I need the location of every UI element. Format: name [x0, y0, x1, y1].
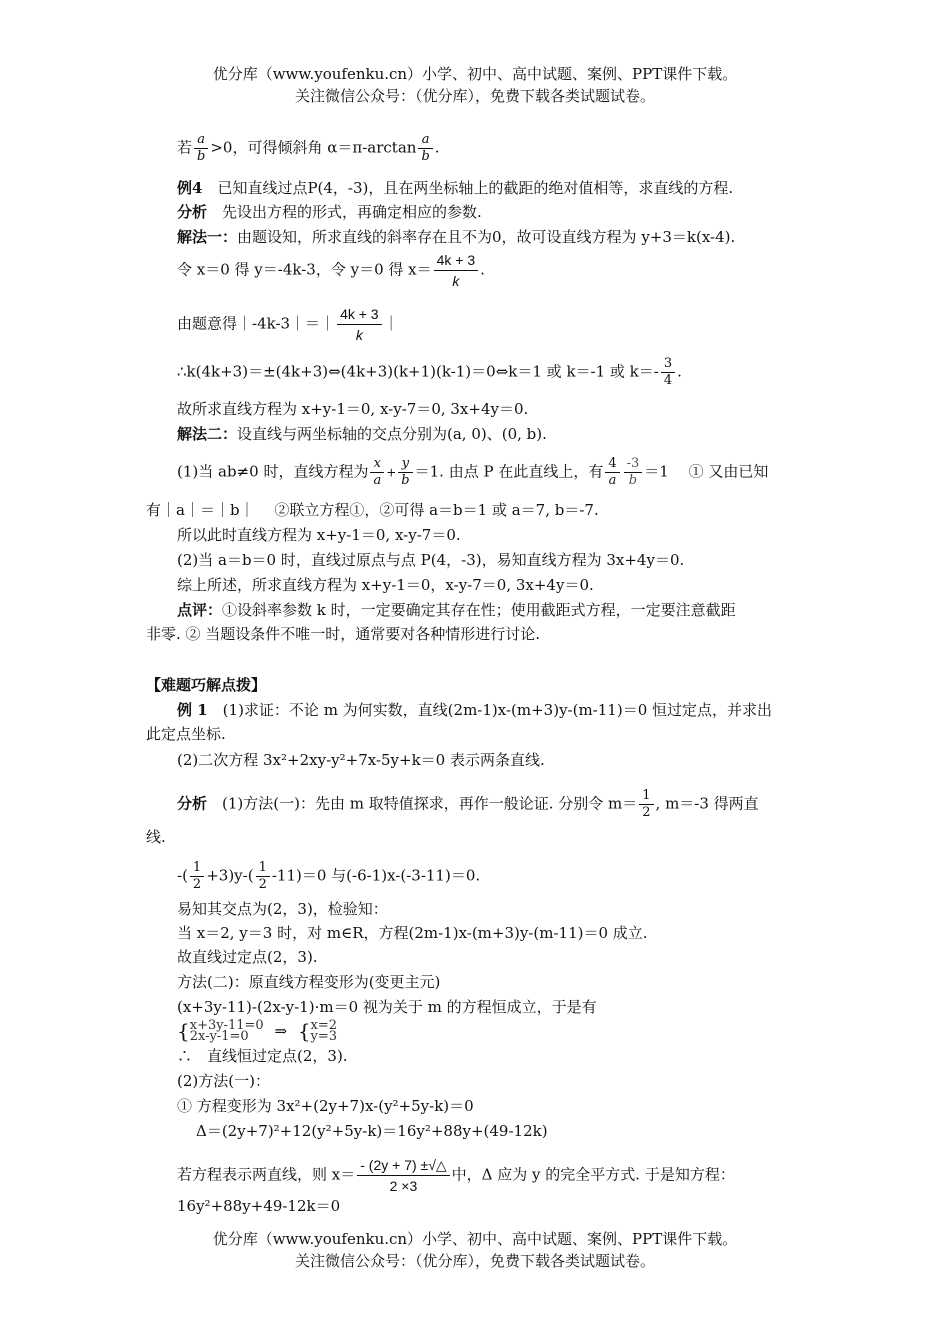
solution-2-summary: 综上所述，所求直线方程为 x+y-1＝0，x-y-7＝0, 3x+4y＝0. [177, 576, 594, 594]
solution-2-step-1: (1)当 ab≠0 时，直线方程为 $\frac{x}{a}$ + $\frac{y}{b}$ ＝1. 由点 P 在此直线上，有 $\frac{4}{a}$ $\frac{-3}{b}$ ＝1 ① 又由已知 [177, 456, 769, 488]
page-footer [0, 1228, 950, 1272]
substituted-equations: -( $\frac{1}{2}$ +3)y-( $\frac{1}{2}$ -11)＝0 与(-6-1)x-(-3-11)＝0. [177, 860, 481, 892]
example-1-statement: 例 1 (1)求证：不论 m 为何实数，直线(2m-1)x-(m+3)y-(m-11)＝0 恒过定点，并求出 [177, 701, 773, 719]
analysis-line: 分析 (1)方法(一)：先由 m 取特值探求，再作一般论证. 分别令 m＝ $\frac{1}{2}$ , m＝-3 得两直 [177, 788, 759, 820]
angle-line: 若 $\frac{a}{b}$ >0，可得倾斜角 α＝π-arctan $\frac{a}{b}$ . [177, 132, 440, 164]
footer-line-2: 关注微信公众号：（优分库），免费下载各类试题试卷。 [294, 1252, 655, 1270]
final-equation: 16y²+88y+49-12k＝0 [177, 1197, 341, 1215]
footer-line-1: 优分库（www.youfenku.cn）小学、初中、高中试题、案例、PPT课件下载。 [212, 1230, 738, 1248]
root-formula-line: 若方程表示两直线，则 x＝ $\frac{- (2y + 7) \pm√\triangle}{2 \times 3}$ 中，Δ 应为 y 的完全平方式. 于是知方程： [177, 1157, 735, 1194]
analysis-line-cont: 线. [146, 828, 166, 846]
example-4-statement: 例4 已知直线过点P(4，-3)，且在两坐标轴上的截距的绝对值相等，求直线的方程. [177, 179, 734, 197]
method-1-line-2: 当 x＝2, y＝3 时，对 m∈R，方程(2m-1)x-(m+3)y-(m-11)＝0 成立. [177, 924, 648, 942]
method-2-line-1: 方法(二)：原直线方程变形为(变更主元) [177, 973, 441, 991]
header-line-2: 关注微信公众号：（优分库），免费下载各类试题试卷。 [294, 87, 655, 105]
method-1-line-1: 易知其交点为(2，3)，检验知： [177, 900, 388, 918]
solution-1-step-b: 由题意得｜-4k-3｜＝｜ $\frac{4k + 3}{k}$ ｜ [177, 306, 399, 343]
solution-2-step-1-result: 所以此时直线方程为 x+y-1＝0, x-y-7＝0. [177, 526, 461, 544]
page-header [0, 63, 950, 107]
method-1-line-3: 故直线过定点(2，3). [177, 948, 318, 966]
comment-line-1: 点评：①设斜率参数 k 时，一定要确定其存在性；使用截距式方程，一定要注意截距 [177, 601, 736, 619]
example-4-analysis: 分析 先设出方程的形式，再确定相应的参数. [177, 203, 482, 221]
header-line-1: 优分库（www.youfenku.cn）小学、初中、高中试题、案例、PPT课件下载。 [212, 65, 738, 83]
part-2-method-1: (2)方法(一)： [177, 1072, 270, 1090]
method-2-conclusion: ∴ 直线恒过定点(2，3). [177, 1047, 348, 1065]
solution-2-step-1-cont: 有｜a｜＝｜b｜ ②联立方程①，②可得 a＝b＝1 或 a＝7, b＝-7. [146, 501, 599, 519]
part-2-step-1: ① 方程变形为 3x²+(2y+7)x-(y²+5y-k)＝0 [177, 1097, 474, 1115]
solution-2-step-2: (2)当 a＝b＝0 时，直线过原点与点 P(4，-3)，易知直线方程为 3x+4y＝0. [177, 551, 685, 569]
discriminant-line: Δ＝(2y+7)²+12(y²+5y-k)＝16y²+88y+(49-12k) [196, 1122, 548, 1140]
solution-1-step-c: ∴k(4k+3)＝±(4k+3)⇔(4k+3)(k+1)(k-1)＝0⇔k＝1 或 k＝-1 或 k＝- $\frac{3}{4}$ . [177, 356, 682, 388]
solution-1-intro: 解法一：由题设知，所求直线的斜率存在且不为0，故可设直线方程为 y+3＝k(x-4). [177, 228, 736, 246]
solution-2-intro: 解法二：设直线与两坐标轴的交点分别为(a, 0)、(0, b). [177, 425, 547, 443]
section-title: 【难题巧解点拨】 [146, 676, 267, 694]
solution-1-step-a: 令 x＝0 得 y＝-4k-3，令 y＝0 得 x＝ $\frac{4k + 3}{k}$ . [177, 252, 485, 289]
solution-1-result: 故所求直线方程为 x+y-1＝0, x-y-7＝0, 3x+4y＝0. [177, 400, 529, 418]
example-1-part-2: (2)二次方程 3x²+2xy-y²+7x-5y+k＝0 表示两条直线. [177, 751, 545, 769]
method-2-line-2: (x+3y-11)-(2x-y-1)·m＝0 视为关于 m 的方程恒成立，于是有 [177, 998, 597, 1016]
equation-system: { x+3y-11=0 2x-y-1=0 ⇒ { x=2 y=3 [177, 1018, 338, 1044]
comment-line-2: 非零. ② 当题设条件不唯一时，通常要对各种情形进行讨论. [146, 625, 541, 643]
example-1-statement-cont: 此定点坐标. [146, 725, 226, 743]
